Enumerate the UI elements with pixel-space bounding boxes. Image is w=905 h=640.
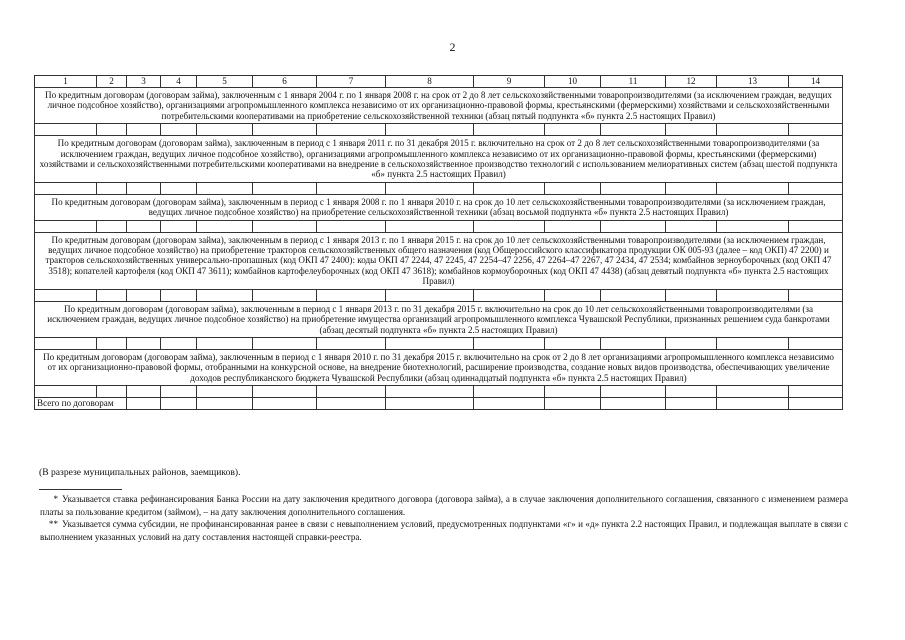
table-cell: [789, 289, 843, 301]
table-cell: [717, 337, 789, 349]
table-cell: [161, 337, 197, 349]
table-cell: [666, 337, 717, 349]
column-number: 3: [127, 76, 161, 88]
table-cell: [127, 220, 161, 232]
table-cell: [127, 124, 161, 136]
table-cell: [717, 398, 789, 410]
data-row: [35, 182, 843, 194]
total-row: [35, 398, 843, 410]
table-cell: [386, 124, 474, 136]
table-cell: [127, 386, 161, 398]
table-cell: [317, 220, 386, 232]
table-cell: [474, 124, 545, 136]
footnote-text: Указывается сумма субсидии, не профинансированная ранее в связи с невыполнением условий, предусмотренных подпунктами «г» и «д» пункта 2.2 настоящих Правил, и подлежащая выплате в связи с выполнением указанных условий на дату составления настоящей справки-реестра.: [40, 519, 848, 542]
table-cell: [97, 182, 127, 194]
section-heading: По кредитным договорам (договорам займа), заключенным в период с 1 января 2013 г. по 31 декабря 2015 г. включительно на срок до 10 лет сельскохозяйственными товаропроизводителями (за исключением граждан, ведущих личное подсобное хозяйство) на приобретение имущества организаций агропромышленного комплекса Чувашской Республики, признанных решением суда банкротами (абзац десятый подпункта «б» пункта 2.5 настоящих Правил): [35, 301, 843, 337]
data-row: [35, 289, 843, 301]
table-cell: [253, 182, 317, 194]
column-number: 8: [386, 76, 474, 88]
table-cell: [127, 289, 161, 301]
table-cell: [474, 182, 545, 194]
section-heading: По кредитным договорам (договорам займа), заключенным в период с 1 января 2011 г. по 31 декабря 2015 г. включительно на срок от 2 до 8 лет сельскохозяйственными товаропроизводителями (за исключением граждан, ведущих личное подсобное хозяйство), организациями агропромышленного комплекса независимо от их организационно-правовой формы, крестьянскими (фермерскими) хозяйствами и сельскохозяйственными потребительскими кооперативами на внедрение в сельскохозяйственное производство технологий с использованием мелиоративных систем (абзац шестой подпункта «б» пункта 2.5 настоящих Правил): [35, 136, 843, 183]
section-header-row: [35, 136, 843, 183]
table-cell: [666, 386, 717, 398]
table-cell: [97, 386, 127, 398]
table-cell: [97, 220, 127, 232]
table-cell: [386, 337, 474, 349]
table-cell: [545, 386, 601, 398]
table-cell: [601, 124, 666, 136]
column-number: 5: [197, 76, 253, 88]
table-cell: [789, 386, 843, 398]
table-cell: [35, 386, 97, 398]
table-cell: [666, 124, 717, 136]
table-cell: [386, 220, 474, 232]
table-cell: [161, 386, 197, 398]
table-cell: [545, 124, 601, 136]
table-cell: [161, 182, 197, 194]
table-cell: [253, 386, 317, 398]
table-cell: [789, 182, 843, 194]
table-cell: [35, 337, 97, 349]
data-row: [35, 124, 843, 136]
table-cell: [474, 337, 545, 349]
table-cell: [161, 398, 197, 410]
table-cell: [97, 337, 127, 349]
section-heading: По кредитным договорам (договорам займа), заключенным в период с 1 января 2013 г. по 1 января 2015 г. на срок до 10 лет сельскохозяйственными товаропроизводителями (за исключением граждан, ведущих личное подсобное хозяйство) на приобретение тракторов сельскохозяйственных общего назначения (код Общероссийского классификатора продукции ОК 005-93 (далее – код ОКП) 47 2200) и тракторов сельскохозяйственных универсально-пропашных (код ОКП 47 2400): коды ОКП 47 2244, 47 2245, 47 2254–47 2256, 47 2264–47 2267, 47 2434, 47 2534; комбайнов зерноуборочных (код ОКП 47 3518); копателей картофеля (код ОКП 47 3611); комбайнов картофелеуборочных (код ОКП 47 3618); комбайнов кормоуборочных (код ОКП 47 4438) (абзац девятый подпункта «б» пункта 2.5 настоящих Правил): [35, 232, 843, 289]
table-cell: [545, 398, 601, 410]
footnote-divider: [39, 489, 122, 490]
table-cell: [545, 289, 601, 301]
table-cell: [317, 124, 386, 136]
table-cell: [127, 398, 161, 410]
data-row: [35, 337, 843, 349]
section-heading: По кредитным договорам (договорам займа), заключенным с 1 января 2004 г. по 1 января 2008 г. на срок от 2 до 8 лет сельскохозяйственными товаропроизводителями (за исключением граждан, ведущих личное подсобное хозяйство), организациями агропромышленного комплекса независимо от их организационно-правовой формы, крестьянскими (фермерскими) хозяйствами и сельскохозяйственными потребительскими кооперативами на приобретение сельскохозяйственной техники (абзац пятый подпункта «б» пункта 2.5 настоящих Правил): [35, 88, 843, 124]
table-cell: [666, 182, 717, 194]
footnote-1: [40, 493, 848, 518]
table-cell: [666, 398, 717, 410]
table-cell: [197, 220, 253, 232]
table-cell: [789, 124, 843, 136]
table-cell: [717, 124, 789, 136]
column-number: 10: [545, 76, 601, 88]
column-number: 4: [161, 76, 197, 88]
table-cell: [317, 289, 386, 301]
section-header-row: [35, 301, 843, 337]
table-cell: [35, 289, 97, 301]
table-cell: [253, 124, 317, 136]
table-cell: [666, 220, 717, 232]
column-number: 14: [789, 76, 843, 88]
footnote-mark: **: [48, 519, 58, 529]
table-cell: [197, 337, 253, 349]
column-number: 13: [717, 76, 789, 88]
table-cell: [161, 289, 197, 301]
table-cell: [127, 337, 161, 349]
table-cell: [474, 386, 545, 398]
table-cell: [386, 182, 474, 194]
section-header-row: [35, 194, 843, 220]
table-cell: [601, 386, 666, 398]
data-row: [35, 386, 843, 398]
table-cell: [789, 398, 843, 410]
section-header-row: [35, 232, 843, 289]
table-cell: [161, 220, 197, 232]
table-cell: [545, 182, 601, 194]
column-number: 9: [474, 76, 545, 88]
total-label: Всего по договорам: [35, 398, 127, 410]
table-cell: [717, 386, 789, 398]
table-cell: [35, 124, 97, 136]
table-cell: [666, 289, 717, 301]
table-cell: [717, 182, 789, 194]
table-cell: [253, 289, 317, 301]
table-cell: [717, 220, 789, 232]
table-cell: [386, 289, 474, 301]
table-cell: [601, 398, 666, 410]
footnote-text: Указывается ставка рефинансирования Банка России на дату заключения кредитного договора (договора займа), а в случае заключения дополнительного соглашения, связанного с изменением размера платы за пользование кредитом (займом), – на дату заключения дополнительного соглашения.: [40, 494, 848, 517]
footnote-mark: *: [53, 494, 58, 504]
table-cell: [717, 289, 789, 301]
section-heading: По кредитным договорам (договорам займа), заключенным в период с 1 января 2010 г. по 31 декабря 2015 г. включительно на срок от 2 до 8 лет организациями агропромышленного комплекса независимо от их организационно-правовой формы, отобранными на конкурсной основе, на внедрение биотехнологий, расширение производства, создание новых видов производства, обеспечивающих увеличение доходов республиканского бюджета Чувашской Республики (абзац одиннадцатый подпункта «б» пункта 2.5 настоящих Правил): [35, 349, 843, 385]
table-cell: [197, 398, 253, 410]
table-cell: [474, 398, 545, 410]
table-cell: [35, 220, 97, 232]
table-cell: [386, 398, 474, 410]
table-cell: [197, 182, 253, 194]
table-cell: [161, 124, 197, 136]
table-cell: [197, 289, 253, 301]
column-number: 11: [601, 76, 666, 88]
table-cell: [97, 124, 127, 136]
column-number: 6: [253, 76, 317, 88]
table-cell: [386, 386, 474, 398]
table-cell: [474, 220, 545, 232]
table-cell: [97, 289, 127, 301]
table-cell: [127, 182, 161, 194]
section-header-row: [35, 349, 843, 385]
section-heading: По кредитным договорам (договорам займа), заключенным в период с 1 января 2008 г. по 1 января 2010 г. на срок до 10 лет сельскохозяйственными товаропроизводителями (за исключением граждан, ведущих личное подсобное хозяйство) на приобретение сельскохозяйственной техники (абзац восьмой подпункта «б» пункта 2.5 настоящих Правил): [35, 194, 843, 220]
table-cell: [789, 220, 843, 232]
column-number: 2: [97, 76, 127, 88]
table-cell: [197, 386, 253, 398]
table-cell: [545, 220, 601, 232]
section-header-row: [35, 88, 843, 124]
column-number: 7: [317, 76, 386, 88]
data-row: [35, 220, 843, 232]
table-cell: [789, 337, 843, 349]
table-cell: [601, 182, 666, 194]
table-cell: [197, 124, 253, 136]
column-number-row: [35, 76, 843, 88]
table-cell: [253, 398, 317, 410]
table-cell: [317, 386, 386, 398]
footnote-2: [40, 518, 848, 543]
table-cell: [545, 337, 601, 349]
table-cell: [317, 337, 386, 349]
table-cell: [317, 398, 386, 410]
table-cell: [253, 220, 317, 232]
table-cell: [601, 337, 666, 349]
note-text: (В разрезе муниципальных районов, заемщиков).: [39, 467, 241, 478]
table-cell: [601, 289, 666, 301]
table-cell: [601, 220, 666, 232]
page-number: 2: [449, 40, 456, 54]
table-cell: [35, 182, 97, 194]
table-cell: [474, 289, 545, 301]
table-cell: [317, 182, 386, 194]
column-number: 12: [666, 76, 717, 88]
table-cell: [253, 337, 317, 349]
column-number: 1: [35, 76, 97, 88]
registry-table: [34, 75, 843, 410]
